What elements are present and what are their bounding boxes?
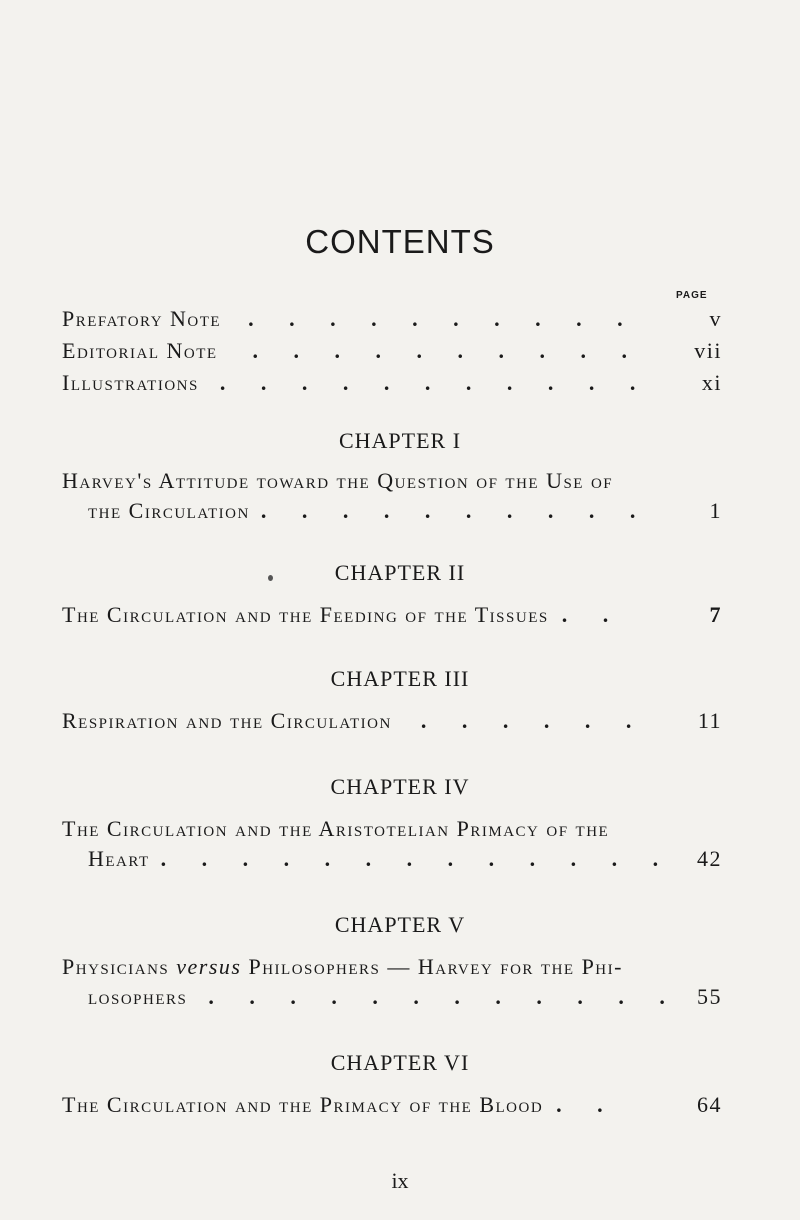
toc-entry-chapter-6[interactable] bbox=[62, 1090, 722, 1120]
toc-entry-page: 7 bbox=[709, 602, 722, 627]
toc-entry-label: Illustrations bbox=[62, 370, 199, 395]
chapter-heading: CHAPTER V bbox=[334, 912, 466, 937]
dot-leader: . . . . . . . . . . bbox=[248, 306, 638, 331]
toc-entry-label: Philosophers — Harvey for the Phi- bbox=[241, 954, 623, 979]
chapter-heading: CHAPTER VI bbox=[330, 1050, 470, 1075]
toc-entry-label: The Circulation and the Primacy of the Blood bbox=[62, 1092, 544, 1117]
toc-entry-label: The Circulation and the Feeding of the Tissues bbox=[62, 602, 549, 627]
toc-entry-page: xi bbox=[701, 370, 722, 395]
toc-entry-page: 42 bbox=[697, 846, 722, 871]
toc-entry-chapter-4-line1[interactable] bbox=[62, 814, 722, 844]
page-folio: ix bbox=[391, 1168, 409, 1193]
toc-entry-editorial-note[interactable] bbox=[62, 336, 722, 366]
toc-entry-chapter-1-line2[interactable] bbox=[88, 496, 722, 526]
toc-entry-chapter-1-line1[interactable] bbox=[62, 466, 722, 496]
toc-entry-page: 1 bbox=[709, 498, 722, 523]
toc-entry-chapter-4-line2[interactable] bbox=[88, 844, 722, 874]
chapter-heading: CHAPTER IV bbox=[330, 774, 470, 799]
toc-entry-label: Physicians bbox=[62, 954, 177, 979]
toc-entry-label: Heart bbox=[88, 846, 150, 871]
toc-entry-chapter-3[interactable] bbox=[62, 706, 722, 736]
toc-entry-page: v bbox=[709, 306, 722, 331]
toc-entry-page: 11 bbox=[697, 708, 722, 733]
toc-entry-label: Respiration and the Circulation bbox=[62, 708, 392, 733]
dot-leader: . . bbox=[561, 602, 624, 627]
toc-entry-label: Editorial Note bbox=[62, 338, 218, 363]
dot-leader: . . . . . . . . . . . . . bbox=[160, 846, 674, 871]
dot-leader: . . . . . . . . . . . bbox=[219, 370, 651, 395]
toc-entry-label: the Circulation bbox=[88, 498, 250, 523]
toc-entry-prefatory-note[interactable] bbox=[62, 304, 722, 334]
toc-entry-label-italic: versus bbox=[176, 954, 242, 979]
dot-leader: . . . . . . . . . . bbox=[252, 338, 643, 363]
toc-entry-page: 55 bbox=[697, 984, 722, 1009]
toc-entry-label: The Circulation and the Aristotelian Primacy of the bbox=[62, 816, 610, 841]
toc-entry-chapter-5-line2[interactable] bbox=[88, 982, 722, 1012]
toc-entry-label: losophers bbox=[88, 984, 188, 1009]
toc-entry-page: 64 bbox=[697, 1092, 722, 1117]
toc-entry-chapter-2[interactable] bbox=[62, 600, 722, 630]
dot-leader: . . bbox=[556, 1092, 618, 1117]
chapter-heading: CHAPTER II bbox=[334, 560, 466, 585]
dot-leader: . . . . . . bbox=[420, 708, 647, 733]
page-column-heading: PAGE bbox=[676, 290, 708, 301]
dot-leader: . . . . . . . . . . bbox=[260, 498, 651, 523]
page-title: CONTENTS bbox=[305, 223, 495, 260]
toc-entry-illustrations[interactable] bbox=[62, 368, 722, 398]
chapter-heading: CHAPTER III bbox=[330, 666, 470, 691]
toc-entry-label: Prefatory Note bbox=[62, 306, 222, 331]
toc-entry-page: vii bbox=[694, 338, 722, 363]
toc-entry-label: Harvey's Attitude toward the Question of the Use of bbox=[62, 468, 614, 493]
dot-leader: . . . . . . . . . . . . bbox=[208, 984, 680, 1009]
chapter-heading: CHAPTER I bbox=[338, 428, 462, 453]
toc-entry-chapter-5-line1[interactable] bbox=[62, 952, 722, 982]
